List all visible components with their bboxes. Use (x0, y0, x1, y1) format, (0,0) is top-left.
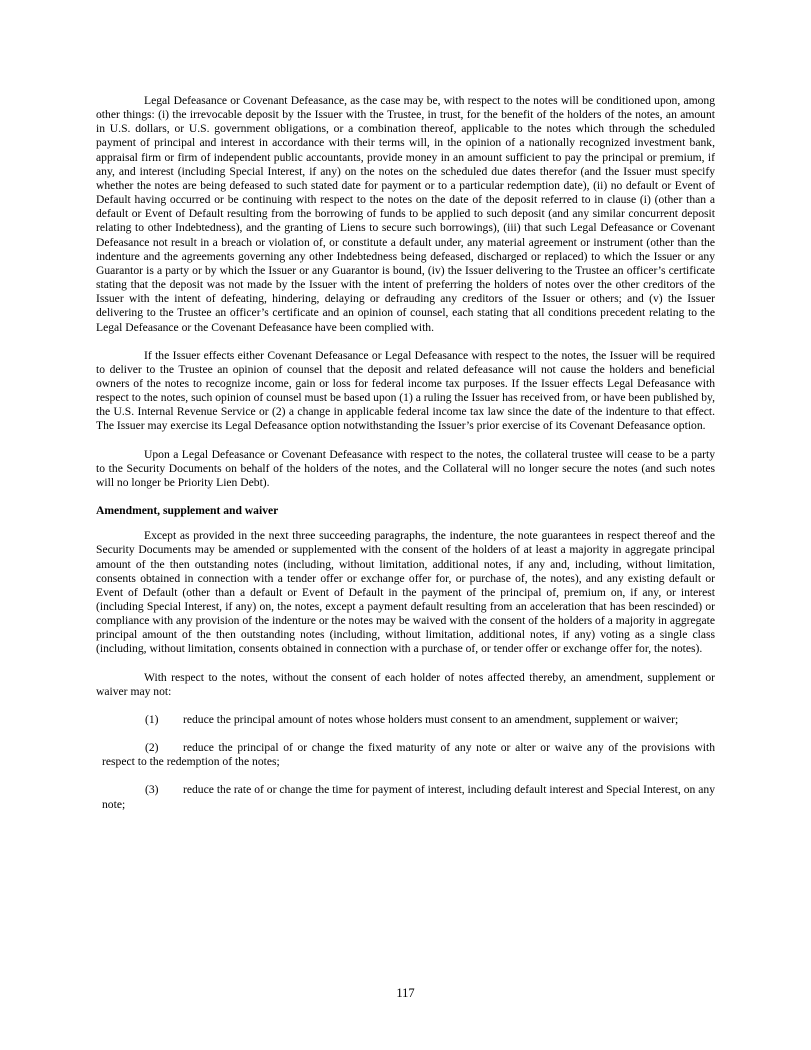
document-page (96, 94, 715, 826)
list-item-number: (3) (145, 783, 159, 797)
paragraph-holder-consent: With respect to the notes, without the consent of each holder of notes affected thereby, an amendment, supplement or waiver may not: (96, 670, 715, 698)
list-item-text: reduce the principal of or change the fixed maturity of any note or alter or waive any of the provisions with respect to the redemption of the notes; (102, 741, 715, 769)
paragraph-collateral-release: Upon a Legal Defeasance or Covenant Defeasance with respect to the notes, the collateral trustee will cease to be a party to the Security Documents on behalf of the holders of the notes, and the Collateral will no longer secure the notes (and such notes will no longer be Priority Lien Debt). (96, 447, 715, 489)
list-item-text: reduce the rate of or change the time for payment of interest, including default interest and Special Interest, on any note; (102, 783, 715, 811)
section-heading: Amendment, supplement and waiver (96, 504, 279, 518)
list-item (96, 741, 715, 769)
paragraph-defeasance-conditions: Legal Defeasance or Covenant Defeasance, as the case may be, with respect to the notes will be conditioned upon, among other things: (i) the irrevocable deposit by the Issuer with the Trustee, in trust, for the benefit of the holders of the notes, an amount in U.S. dollars, or U.S. government obligations, or a combination thereof, applicable to the notes which through the scheduled payment of principal and interest in accordance with their terms will, in the opinion of a nationally recognized investment bank, appraisal firm or firm of independent public accountants, provide money in an amount sufficient to pay the principal or premium, if any, and interest (including Special Interest, if any) on the notes on the scheduled due dates therefor (and the Issuer must specify whether the notes are being defeased to such stated date for payment or to a particular redemption date), (ii) no default or Event of Default having occurred or be continuing with respect to the notes on the date of the deposit referred to in clause (i) (other than a default or Event of Default resulting from the borrowing of funds to be applied to such deposit (and any similar concurrent deposit relating to other Indebtedness), and the granting of Liens to secure such borrowings), (iii) that such Legal Defeasance or Covenant Defeasance not result in a breach or violation of, or constitute a default under, any material agreement or instrument (other than the indenture and the agreements governing any other Indebtedness being defeased, discharged or replaced) to which the Issuer or any Guarantor is a party or by which the Issuer or any Guarantor is bound, (iv) the Issuer delivering to the Trustee an officer’s certificate stating that the deposit was not made by the Issuer with the intent of preferring the holders of notes over the other creditors of the Issuer with the intent of defeating, hindering, delaying or defrauding any creditors of the Issuer or others; and (v) the Issuer delivering to the Trustee an officer’s certificate and an opinion of counsel, each stating that all conditions precedent relating to the Legal Defeasance or the Covenant Defeasance have been complied with. (96, 94, 715, 334)
paragraph-tax-opinion: If the Issuer effects either Covenant Defeasance or Legal Defeasance with respect to the notes, the Issuer will be required to deliver to the Trustee an opinion of counsel that the deposit and related defeasance will not cause the holders and beneficial owners of the notes to recognize income, gain or loss for federal income tax purposes. If the Issuer effects Legal Defeasance with respect to the notes, such opinion of counsel must be based upon (1) a ruling the Issuer has received from, or have been published by, the U.S. Internal Revenue Service or (2) a change in applicable federal income tax law since the date of the indenture to that effect. The Issuer may exercise its Legal Defeasance option notwithstanding the Issuer’s prior exercise of its Covenant Defeasance option. (96, 348, 715, 433)
list-item-text: reduce the principal amount of notes whose holders must consent to an amendment, supplement or waiver; (183, 712, 679, 726)
list-item-number: (1) (145, 712, 159, 726)
page-number: 117 (396, 986, 415, 1000)
list-item (96, 783, 715, 811)
paragraph-amendment-consent: Except as provided in the next three succeeding paragraphs, the indenture, the note guarantees in respect thereof and the Security Documents may be amended or supplemented with the consent of the holders of at least a majority in aggregate principal amount of the then outstanding notes (including, without limitation, additional notes, if any and, including, without limitation, consents obtained in connection with a tender offer or exchange offer for, or purchase of, the notes), and any existing default or Event of Default (other than a default or Event of Default in the payment of the principal of, premium on, if any, or interest (including Special Interest, if any) on, the notes, except a payment default resulting from an acceleration that has been rescinded) or compliance with any provision of the indenture or the notes may be waived with the consent of the holders of a majority in aggregate principal amount of the then outstanding notes (including, without limitation, additional notes, if any) voting as a single class (including, without limitation, consents obtained in connection with a purchase of, or tender offer or exchange offer for, the notes). (96, 529, 715, 656)
list-item (96, 713, 715, 727)
list-item-number: (2) (145, 741, 159, 755)
